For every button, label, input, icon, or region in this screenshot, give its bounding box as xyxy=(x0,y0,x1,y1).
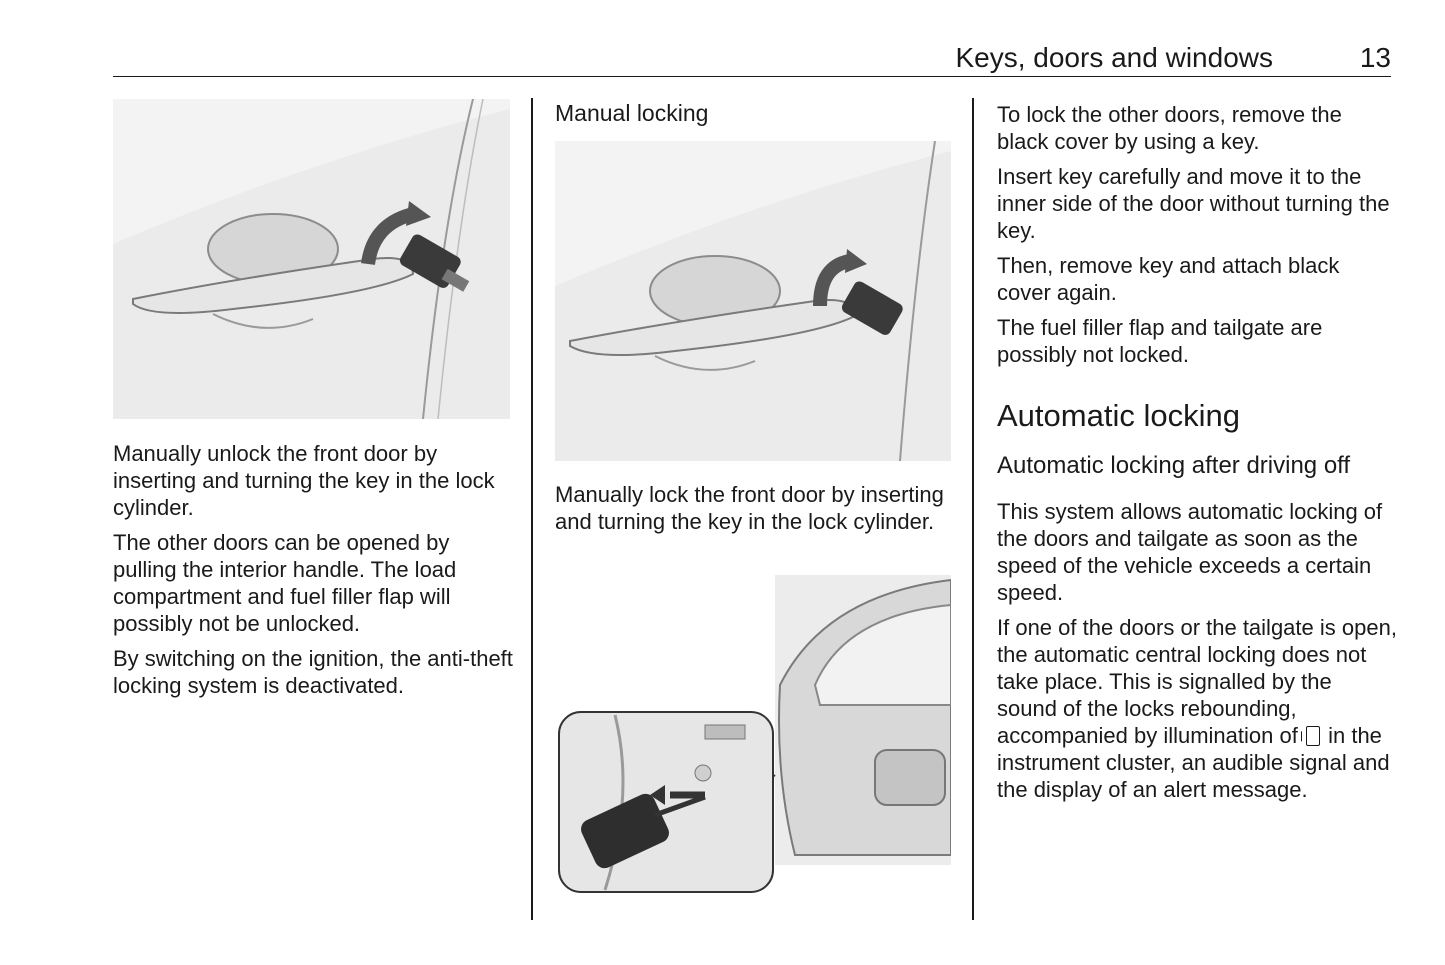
door-open-indicator-icon xyxy=(1306,726,1320,746)
door-handle-unlock-illustration xyxy=(113,99,510,419)
paragraph: Insert key carefully and move it to the inner side of the door without turning the key. xyxy=(997,164,1390,243)
automatic-locking-subheading: Automatic locking after driving off xyxy=(997,452,1351,479)
manual-locking-subheading: Manual locking xyxy=(555,100,709,126)
section-title: Keys, doors and windows xyxy=(955,42,1273,73)
paragraph: Then, remove key and attach black cover again. xyxy=(997,253,1340,305)
col3-text-bottom xyxy=(997,498,1397,811)
paragraph: Manually unlock the front door by inserting and turning the key in the lock cylinder. xyxy=(113,441,495,520)
door-handle-lock-illustration xyxy=(555,141,951,461)
paragraph: The other doors can be opened by pulling the interior handle. The load compartment and fuel filler flap will possibly not be unlocked. xyxy=(113,530,457,636)
paragraph: Manually lock the front door by inserting and turning the key in the lock cylinder. xyxy=(555,482,944,534)
column-divider-1 xyxy=(531,98,533,920)
paragraph: By switching on the ignition, the anti-theft locking system is deactivated. xyxy=(113,646,513,698)
col3-text-top xyxy=(997,101,1397,376)
col2-text xyxy=(555,481,955,543)
page-number: 13 xyxy=(1359,42,1391,73)
paragraph: This system allows automatic locking of the doors and tailgate as soon as the speed of the vehicle exceeds a certain speed. xyxy=(997,499,1383,605)
rear-door-lock-key-illustration xyxy=(555,575,951,895)
paragraph-part: in the instrument cluster, an audible signal and the display of an alert message. xyxy=(997,723,1390,802)
col1-text xyxy=(113,440,513,707)
paragraph: The fuel filler flap and tailgate are possibly not locked. xyxy=(997,315,1323,367)
column-divider-2 xyxy=(972,98,974,920)
paragraph-part: If one of the doors or the tailgate is open, the automatic central locking does not take place. This is signalled by the sound of the locks rebounding, accompanied by illumination of xyxy=(997,615,1397,748)
page-header xyxy=(113,40,1391,77)
paragraph xyxy=(997,614,1397,803)
paragraph: To lock the other doors, remove the black cover by using a key. xyxy=(997,102,1342,154)
automatic-locking-heading: Automatic locking xyxy=(997,398,1240,433)
